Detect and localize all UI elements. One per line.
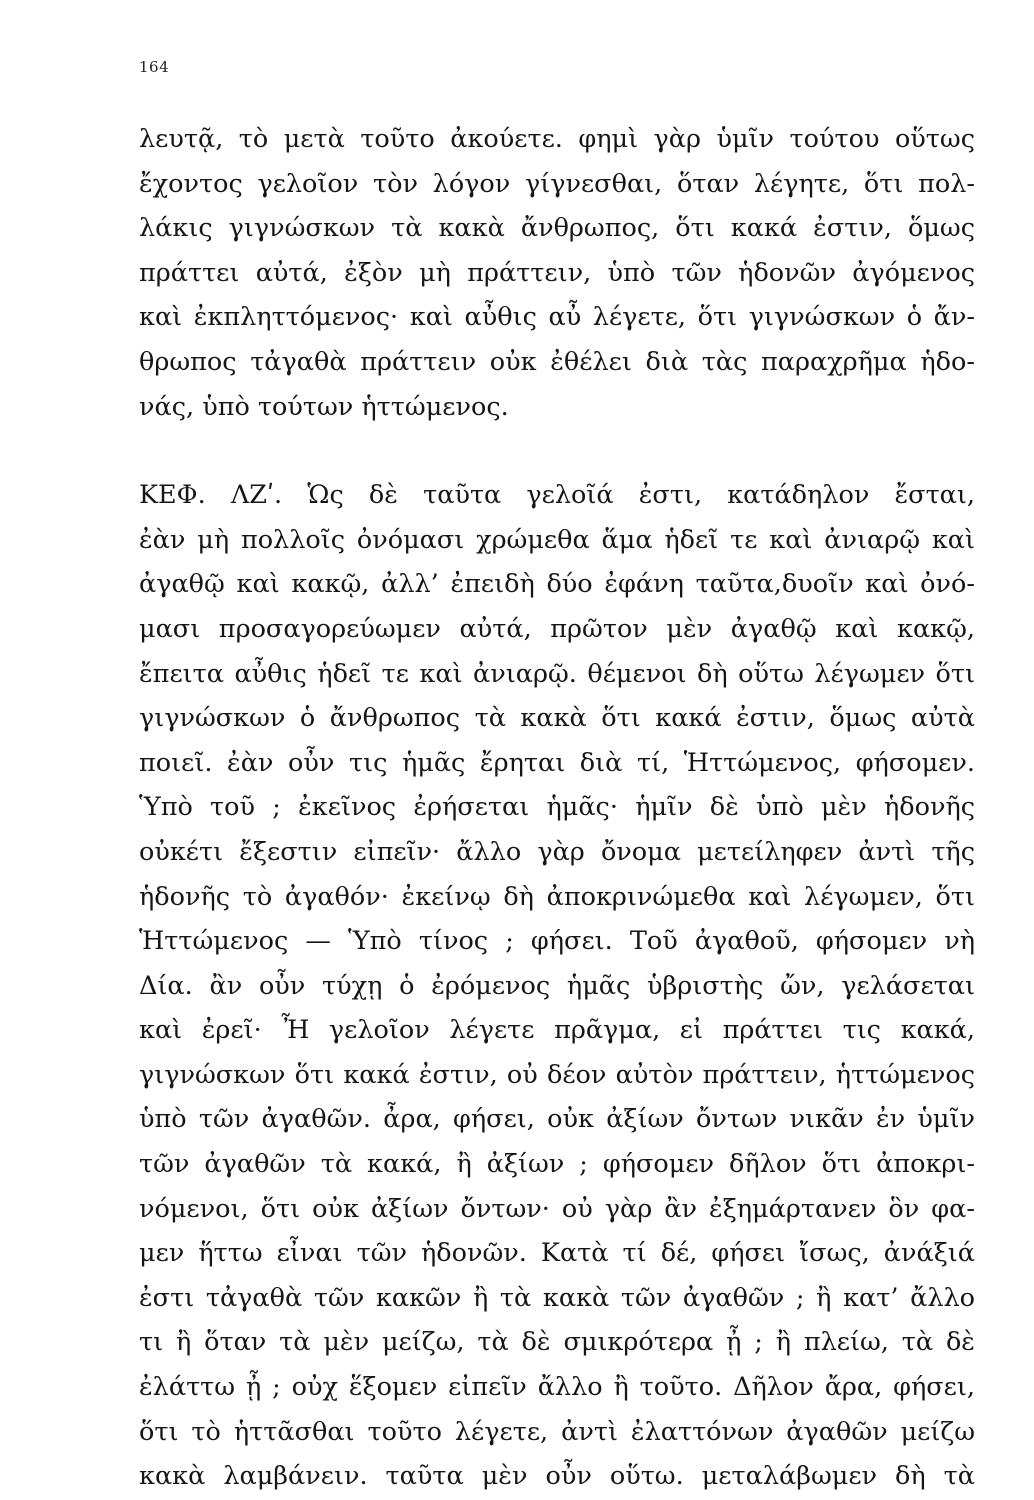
text-line: μασι προσαγορεύωμεν αὐτά, πρῶτον μὲν ἀγαθῷ καὶ κακῷ, xyxy=(139,613,975,644)
text-line: πράττει αὐτά, ἐξὸν μὴ πράττειν, ὑπὸ τῶν ἡδονῶν ἀγόμενος xyxy=(139,257,975,288)
text-line: ἐστι τἀγαθὰ τῶν κακῶν ἢ τὰ κακὰ τῶν ἀγαθῶν ; ἢ κατ’ ἄλλο xyxy=(139,1282,975,1313)
text-line: νάς, ὑπὸ τούτων ἡττώμενος. xyxy=(139,391,509,422)
text-line: λευτᾷ, τὸ μετὰ τοῦτο ἀκούετε. φημὶ γὰρ ὑμῖν τούτου οὕτως xyxy=(139,124,975,154)
text-line: γιγνώσκων ὁ ἄνθρωπος τὰ κακὰ ὅτι κακά ἐστιν, ὅμως αὐτὰ xyxy=(139,703,975,734)
text-line: γιγνώσκων ὅτι κακά ἐστιν, οὐ δέον αὐτὸν πράττειν, ἡττώμενος xyxy=(139,1059,975,1090)
text-line: τι ἢ ὅταν τὰ μὲν μείζω, τὰ δὲ σμικρότερα ᾖ ; ἢ πλείω, τὰ δὲ xyxy=(139,1327,975,1358)
text-line: ἐὰν μὴ πολλοῖς ὀνόμασι χρώμεθα ἅμα ἡδεῖ τε καὶ ἀνιαρῷ καὶ xyxy=(139,524,975,555)
text-line: ποιεῖ. ἐὰν οὖν τις ἡμᾶς ἔρηται διὰ τί, Ἡττώμενος, φήσομεν. xyxy=(139,747,975,778)
text-line: καὶ ἐκπληττόμενος· καὶ αὖθις αὖ λέγετε, ὅτι γιγνώσκων ὁ ἄν- xyxy=(139,302,975,333)
text-line: ἡδονῆς τὸ ἀγαθόν· ἐκείνῳ δὴ ἀποκρινώμεθα καὶ λέγωμεν, ὅτι xyxy=(139,881,975,912)
body-text xyxy=(139,117,975,1499)
text-line: ἐλάττω ᾖ ; οὐχ ἕξομεν εἰπεῖν ἄλλο ἢ τοῦτο. Δῆλον ἄρα, φήσει, xyxy=(139,1372,975,1403)
page-number: 164 xyxy=(139,58,170,76)
text-line: οὐκέτι ἔξεστιν εἰπεῖν· ἄλλο γὰρ ὄνομα μετείληφεν ἀντὶ τῆς xyxy=(139,836,975,867)
text-line: ἔχοντος γελοῖον τὸν λόγον γίγνεσθαι, ὅταν λέγητε, ὅτι πολ- xyxy=(139,168,975,199)
text-line: Ὑπὸ τοῦ ; ἐκεῖνος ἐρήσεται ἡμᾶς· ἡμῖν δὲ ὑπὸ μὲν ἡδονῆς xyxy=(139,792,975,823)
text-line: λάκις γιγνώσκων τὰ κακὰ ἄνθρωπος, ὅτι κακά ἐστιν, ὅμως xyxy=(139,213,975,244)
text-line: μεν ἥττω εἶναι τῶν ἡδονῶν. Κατὰ τί δέ, φήσει ἴσως, ἀνάξιά xyxy=(139,1238,975,1269)
text-line: κακὰ λαμβάνειν. ταῦτα μὲν οὖν οὕτω. μεταλάβωμεν δὴ τὰ xyxy=(139,1461,975,1492)
text-line: τῶν ἀγαθῶν τὰ κακά, ἢ ἀξίων ; φήσομεν δῆλον ὅτι ἀποκρι- xyxy=(139,1149,975,1180)
text-line: ὑπὸ τῶν ἀγαθῶν. ἆρα, φήσει, οὐκ ἀξίων ὄντων νικᾶν ἐν ὑμῖν xyxy=(139,1104,975,1135)
paragraph-2 xyxy=(139,473,975,1499)
text-line: ἔπειτα αὖθις ἡδεῖ τε καὶ ἀνιαρῷ. θέμενοι δὴ οὕτω λέγωμεν ὅτι xyxy=(139,658,975,689)
chapter-heading-line: ΚΕΦ. ΛΖʹ. Ὡς δὲ ταῦτα γελοῖά ἐστι, κατάδηλον ἔσται, xyxy=(139,480,975,511)
text-line: ὅτι τὸ ἡττᾶσθαι τοῦτο λέγετε, ἀντὶ ἐλαττόνων ἀγαθῶν μείζω xyxy=(139,1416,975,1447)
text-line: θρωπος τἀγαθὰ πράττειν οὐκ ἐθέλει διὰ τὰς παραχρῆμα ἡδο- xyxy=(139,346,975,377)
text-line: καὶ ἐρεῖ· Ἦ γελοῖον λέγετε πρᾶγμα, εἰ πράττει τις κακά, xyxy=(139,1015,975,1046)
text-line: ἀγαθῷ καὶ κακῷ, ἀλλ’ ἐπειδὴ δύο ἐφάνη ταῦτα,δυοῖν καὶ ὀνό- xyxy=(139,569,975,600)
paragraph-gap xyxy=(139,429,975,473)
text-line: νόμενοι, ὅτι οὐκ ἀξίων ὄντων· οὐ γὰρ ἂν ἐξημάρτανεν ὃν φα- xyxy=(139,1193,975,1224)
text-line: Δία. ἂν οὖν τύχῃ ὁ ἐρόμενος ἡμᾶς ὑβριστὴς ὤν, γελάσεται xyxy=(139,970,975,1001)
text-line: Ἡττώμενος — Ὑπὸ τίνος ; φήσει. Τοῦ ἀγαθοῦ, φήσομεν νὴ xyxy=(139,926,975,957)
paragraph-1 xyxy=(139,117,975,429)
